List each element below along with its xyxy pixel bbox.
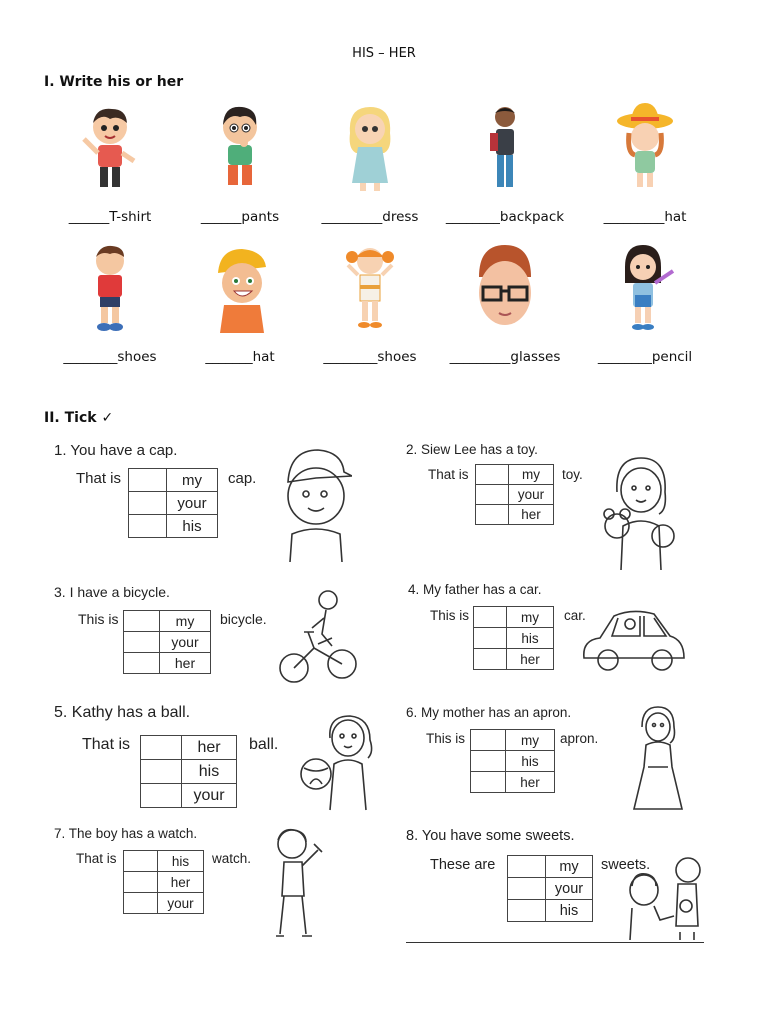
option-label: her bbox=[182, 736, 237, 760]
page-title: HIS – HER bbox=[352, 46, 416, 61]
answer-blank[interactable]: ______ bbox=[68, 209, 110, 225]
tick-box[interactable] bbox=[474, 628, 507, 649]
girl-apron-outline-icon bbox=[628, 705, 688, 815]
tick-exercise bbox=[406, 442, 696, 574]
option-label: your bbox=[546, 878, 593, 900]
boy-bicycle-outline-icon bbox=[278, 588, 358, 686]
answer-blank[interactable]: _________ bbox=[449, 349, 511, 365]
option-table bbox=[473, 606, 554, 670]
noun-text: sweets. bbox=[601, 857, 651, 873]
tick-box[interactable] bbox=[508, 900, 546, 922]
noun-text: bicycle. bbox=[220, 611, 267, 627]
option-table bbox=[123, 850, 204, 914]
question-text: 3. I have a bicycle. bbox=[54, 584, 170, 600]
option-label: your bbox=[182, 784, 237, 808]
tick-box[interactable] bbox=[508, 878, 546, 900]
kids-sweets-outline-icon bbox=[624, 856, 706, 942]
tick-box[interactable] bbox=[471, 751, 506, 772]
option-label: my bbox=[506, 730, 555, 751]
option-label: his bbox=[506, 751, 555, 772]
question-text: 8. You have some sweets. bbox=[406, 828, 575, 844]
exercise-item bbox=[305, 103, 435, 243]
tick-box[interactable] bbox=[124, 611, 160, 632]
stem-text: That is bbox=[82, 736, 131, 753]
option-label: my bbox=[160, 611, 211, 632]
noun-text: cap. bbox=[228, 470, 257, 487]
answer-blank[interactable]: ________ bbox=[597, 349, 652, 365]
item-word: shoes bbox=[377, 349, 417, 365]
car-outline-icon bbox=[580, 604, 688, 676]
answer-blank[interactable]: ________ bbox=[323, 349, 378, 365]
item-word: hat bbox=[664, 209, 687, 225]
option-label: his bbox=[158, 851, 204, 872]
tick-box[interactable] bbox=[474, 607, 507, 628]
noun-text: car. bbox=[564, 608, 586, 623]
option-table bbox=[470, 729, 555, 793]
option-label: her bbox=[509, 505, 554, 525]
girl-teddy-outline-icon bbox=[601, 452, 679, 574]
noun-text: ball. bbox=[249, 736, 279, 753]
item-word: hat bbox=[252, 349, 275, 365]
question-text: 6. My mother has an apron. bbox=[406, 705, 572, 720]
boy-cap-icon bbox=[210, 243, 270, 335]
stem-text: These are bbox=[430, 857, 496, 873]
tick-box[interactable] bbox=[124, 893, 158, 914]
question-text: 1. You have a cap. bbox=[54, 442, 178, 459]
boy-cap-outline-icon bbox=[276, 442, 352, 564]
girl-dress-icon bbox=[340, 103, 400, 195]
item-word: dress bbox=[382, 209, 419, 225]
tick-box[interactable] bbox=[124, 851, 158, 872]
answer-blank[interactable]: ________ bbox=[63, 349, 118, 365]
option-label: his bbox=[507, 628, 554, 649]
stem-text: This is bbox=[430, 608, 470, 623]
tick-box[interactable] bbox=[129, 515, 167, 538]
option-table bbox=[475, 464, 554, 525]
answer-blank[interactable]: _________ bbox=[603, 209, 665, 225]
noun-text: toy. bbox=[562, 467, 583, 482]
option-table bbox=[123, 610, 211, 674]
question-text: 5. Kathy has a ball. bbox=[54, 704, 191, 721]
item-word: shoes bbox=[117, 349, 157, 365]
girl-ball-outline-icon bbox=[300, 712, 376, 812]
tick-box[interactable] bbox=[476, 485, 509, 505]
tick-box[interactable] bbox=[124, 872, 158, 893]
girl-sunhat-icon bbox=[615, 103, 675, 195]
question-text: 4. My father has a car. bbox=[408, 582, 542, 597]
answer-blank[interactable]: ________ bbox=[445, 209, 500, 225]
boy-watch-outline-icon bbox=[270, 826, 332, 942]
boy-shoes-icon bbox=[80, 243, 140, 335]
item-word: T-shirt bbox=[109, 209, 152, 225]
tick-box[interactable] bbox=[476, 465, 509, 485]
noun-text: watch. bbox=[212, 851, 252, 866]
item-word: glasses bbox=[510, 349, 561, 365]
option-label: his bbox=[546, 900, 593, 922]
option-table bbox=[507, 855, 593, 922]
option-label: your bbox=[160, 632, 211, 653]
boy-thinking-icon bbox=[210, 103, 270, 195]
tick-exercise bbox=[406, 828, 706, 948]
tick-box[interactable] bbox=[476, 505, 509, 525]
tick-box[interactable] bbox=[508, 856, 546, 878]
stem-text: This is bbox=[78, 611, 119, 627]
stem-text: This is bbox=[426, 731, 466, 746]
divider bbox=[406, 942, 704, 943]
tick-exercise bbox=[406, 705, 696, 817]
exercise-item bbox=[305, 243, 435, 383]
option-table bbox=[128, 468, 218, 538]
boy-backpack-icon bbox=[475, 103, 535, 195]
tick-box[interactable] bbox=[471, 730, 506, 751]
option-label: your bbox=[158, 893, 204, 914]
tick-box[interactable] bbox=[474, 649, 507, 670]
option-label: my bbox=[167, 469, 218, 492]
exercise-item bbox=[440, 243, 570, 383]
tick-box[interactable] bbox=[124, 632, 160, 653]
exercise-item bbox=[580, 243, 710, 383]
tick-box[interactable] bbox=[141, 784, 182, 808]
tick-exercise bbox=[54, 826, 354, 944]
tick-exercise bbox=[54, 584, 354, 688]
exercise-item bbox=[580, 103, 710, 243]
option-label: my bbox=[546, 856, 593, 878]
stem-text: That is bbox=[76, 470, 122, 487]
noun-text: apron. bbox=[560, 731, 599, 746]
tick-box[interactable] bbox=[124, 653, 160, 674]
question-text: 7. The boy has a watch. bbox=[54, 826, 198, 841]
tick-box[interactable] bbox=[129, 469, 167, 492]
tick-box[interactable] bbox=[141, 760, 182, 784]
answer-blank[interactable]: ______ bbox=[200, 209, 242, 225]
section-2-heading: II. Tick ✓ bbox=[44, 410, 114, 426]
girl-pigtails-icon bbox=[340, 243, 400, 335]
item-word: backpack bbox=[499, 209, 565, 225]
exercise-item bbox=[440, 103, 570, 243]
tick-box[interactable] bbox=[471, 772, 506, 793]
tick-exercise bbox=[54, 704, 374, 816]
option-table bbox=[140, 735, 237, 808]
option-label: her bbox=[507, 649, 554, 670]
option-label: her bbox=[158, 872, 204, 893]
tick-box[interactable] bbox=[129, 492, 167, 515]
option-label: her bbox=[160, 653, 211, 674]
item-word: pants bbox=[241, 209, 280, 225]
option-label: my bbox=[509, 465, 554, 485]
option-label: his bbox=[182, 760, 237, 784]
question-text: 2. Siew Lee has a toy. bbox=[406, 442, 538, 457]
stem-text: That is bbox=[76, 851, 117, 866]
boy-glasses-icon bbox=[475, 243, 535, 335]
option-label: his bbox=[167, 515, 218, 538]
option-label: my bbox=[507, 607, 554, 628]
item-word: pencil bbox=[651, 349, 693, 365]
option-label: your bbox=[509, 485, 554, 505]
answer-blank[interactable]: _________ bbox=[321, 209, 383, 225]
answer-blank[interactable]: _______ bbox=[205, 349, 253, 365]
option-label: your bbox=[167, 492, 218, 515]
tick-exercise bbox=[408, 582, 698, 686]
boy-waving-icon bbox=[80, 103, 140, 195]
option-label: her bbox=[506, 772, 555, 793]
tick-exercise bbox=[54, 442, 354, 564]
tick-box[interactable] bbox=[141, 736, 182, 760]
section-1-heading: I. Write his or her bbox=[44, 74, 184, 90]
stem-text: That is bbox=[428, 467, 469, 482]
girl-pencil-icon bbox=[615, 243, 675, 335]
